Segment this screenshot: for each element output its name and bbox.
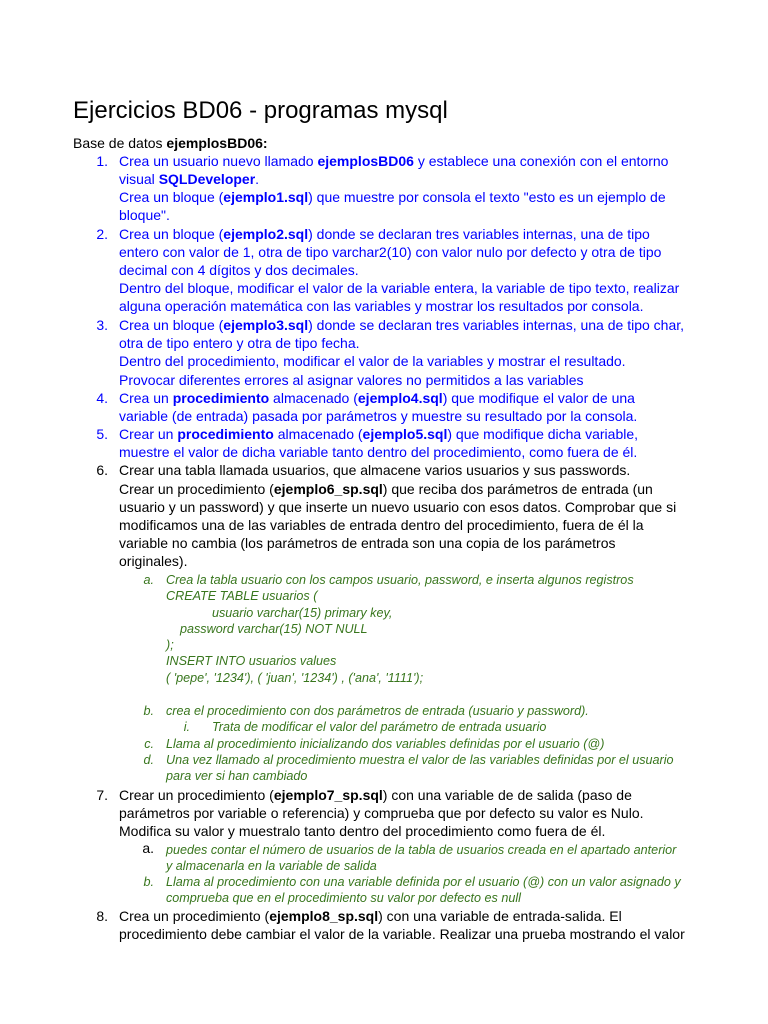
ex6-line: originales). — [119, 553, 188, 569]
text: Crea un bloque ( — [119, 226, 224, 242]
text: visual — [119, 171, 159, 187]
ex5-line — [119, 425, 638, 443]
file-name: ejemplo5.sql — [362, 426, 448, 442]
file-name: ejemplo8_sp.sql — [269, 908, 379, 924]
sub-marker: c. — [144, 737, 154, 751]
text: ) con una variable de entrada-salida. El — [378, 908, 622, 924]
ex8-line — [119, 907, 622, 925]
item-number: 6. — [96, 462, 108, 478]
sub-item-text: Trata de modificar el valor del parámetro de entrada usuario — [212, 720, 547, 734]
text: ) que modifique dicha variable, — [447, 426, 639, 442]
text: ) que muestre por consola el texto "esto es un ejemplo de — [308, 189, 666, 205]
ex6-line: modificamos una de las variables de entrada dentro del procedimiento, fuera de él la — [119, 517, 644, 533]
text: Crear un — [119, 426, 178, 442]
file-name: ejemplo6_sp.sql — [273, 481, 383, 497]
ex8-line: procedimiento debe cambiar el valor de la variable. Realizar una prueba mostrando el valor — [119, 926, 685, 942]
text: y establece una conexión con el entorno — [413, 153, 669, 169]
code-line: ( 'pepe', '1234'), ( 'juan', '1234') , ('ana', '1111'); — [166, 671, 424, 685]
sub-item-text: puedes contar el número de usuarios de la tabla de usuarios creada en el apartado anterior — [166, 843, 677, 857]
text: Crea un usuario nuevo llamado — [119, 153, 318, 169]
file-name: ejemplo7_sp.sql — [273, 787, 383, 803]
ex2-line: entero con valor de 1, otra de tipo varchar2(10) con valor nulo por defecto y otra de tipo — [119, 244, 662, 260]
text: Crea un bloque ( — [119, 189, 224, 205]
text: almacenado ( — [273, 426, 363, 442]
ex3-line — [119, 316, 684, 334]
sub-marker: d. — [143, 753, 154, 767]
ex3-line: otra de tipo entero y otra de tipo fecha. — [119, 335, 360, 351]
sub-item-text: Crea la tabla usuario con los campos usuario, password, e inserta algunos registros — [166, 573, 634, 587]
ex2-line: alguna operación matemática con las variables y mostrar los resultados por consola. — [119, 298, 644, 314]
user-name: ejemplosBD06 — [317, 153, 414, 169]
code-line: usuario varchar(15) primary key, — [212, 606, 393, 620]
item-number: 2. — [96, 226, 108, 242]
ex6-line: Crear una tabla llamada usuarios, que almacene varios usuarios y sus passwords. — [119, 462, 631, 478]
tool-name: SQLDeveloper — [158, 171, 256, 187]
sub-item-text: Llama al procedimiento inicializando dos variables definidas por el usuario (@) — [166, 737, 605, 751]
text: ) donde se declaran tres variables internas, una de tipo char, — [308, 317, 685, 333]
file-name: ejemplo3.sql — [223, 317, 309, 333]
sub-item-text: y almacenarla en la variable de salida — [166, 859, 377, 873]
ex2-line: Dentro del bloque, modificar el valor de la variable entera, la variable de tipo texto, realizar — [119, 280, 680, 296]
page-title: Ejercicios BD06 - programas mysql — [73, 97, 448, 124]
intro-line — [73, 134, 268, 152]
sub-item-text: para ver si han cambiado — [166, 769, 308, 783]
text: ) que reciba dos parámetros de entrada (un — [382, 481, 653, 497]
keyword: procedimiento — [172, 390, 270, 406]
text: Crea un bloque ( — [119, 317, 224, 333]
db-name: ejemplosBD06: — [166, 135, 268, 151]
ex4-line: variable (de entrada) pasada por parámetros y muestre su resultado por la consola. — [119, 408, 638, 424]
item-number: 8. — [96, 908, 108, 924]
ex6-line — [119, 480, 653, 498]
ex2-line — [119, 225, 650, 243]
sub-item-text: crea el procedimiento con dos parámetros de entrada (usuario y password). — [166, 704, 589, 718]
sub-marker: i. — [183, 720, 190, 734]
item-number: 5. — [96, 426, 108, 442]
ex7-line — [119, 786, 632, 804]
code-line: ); — [166, 638, 174, 652]
keyword: procedimiento — [177, 426, 274, 442]
ex6-line: variable no cambia (los parámetros de entrada son una copia de los parámetros — [119, 535, 616, 551]
item-number: 4. — [96, 390, 108, 406]
text: ) que modifique el valor de una — [442, 390, 635, 406]
ex5-line: muestre el valor de dicha variable tanto dentro del procedimiento, como fuera de él. — [119, 444, 638, 460]
file-name: ejemplo1.sql — [223, 189, 309, 205]
ex7-line: parámetros por variable o referencia) y comprueba que por defecto su valor es Nulo. — [119, 805, 644, 821]
ex6-line: usuario y un password) y que inserte un nuevo usuario con esos datos. Comprobar que si — [119, 499, 677, 515]
sub-item-text: Una vez llamado al procedimiento muestra el valor de las variables definidas por el usuario — [166, 753, 674, 767]
ex1-line — [119, 152, 668, 170]
ex7-line: Modifica su valor y muestralo tanto dentro del procedimiento como fuera de él. — [119, 823, 606, 839]
intro-text: Base de datos — [73, 135, 167, 151]
sub-marker: a. — [143, 573, 154, 587]
text: . — [255, 171, 260, 187]
text: almacenado ( — [269, 390, 358, 406]
item-number: 3. — [96, 317, 108, 333]
code-line: password varchar(15) NOT NULL — [180, 622, 368, 636]
sub-marker: b. — [143, 875, 154, 889]
ex4-line — [119, 389, 635, 407]
text: Crear un procedimiento ( — [119, 787, 274, 803]
sub-marker: a. — [142, 840, 154, 856]
text: ) con una variable de de salida (paso de — [382, 787, 632, 803]
ex1-line: bloque". — [119, 207, 170, 223]
item-number: 7. — [96, 787, 108, 803]
ex2-line: decimal con 4 dígitos y dos decimales. — [119, 262, 359, 278]
text: Crear un procedimiento ( — [119, 481, 274, 497]
code-line: INSERT INTO usuarios values — [166, 654, 337, 668]
sub-item-text: Llama al procedimiento con una variable definida por el usuario (@) con un valor asignado y — [166, 875, 681, 889]
ex1-line — [119, 188, 666, 206]
text: Crea un procedimiento ( — [119, 908, 270, 924]
ex3-line: Provocar diferentes errores al asignar valores no permitidos a las variables — [119, 372, 584, 388]
file-name: ejemplo4.sql — [357, 390, 443, 406]
sub-item-text: comprueba que en el procedimiento su valor por defecto es null — [166, 891, 521, 905]
text: Crea un — [119, 390, 173, 406]
sub-marker: b. — [143, 704, 154, 718]
item-number: 1. — [96, 153, 108, 169]
code-line: CREATE TABLE usuarios ( — [166, 589, 318, 603]
text: ) donde se declaran tres variables internas, una de tipo — [308, 226, 650, 242]
ex1-line — [119, 170, 259, 188]
file-name: ejemplo2.sql — [223, 226, 309, 242]
ex3-line: Dentro del procedimiento, modificar el valor de la variables y mostrar el resultado. — [119, 353, 626, 369]
